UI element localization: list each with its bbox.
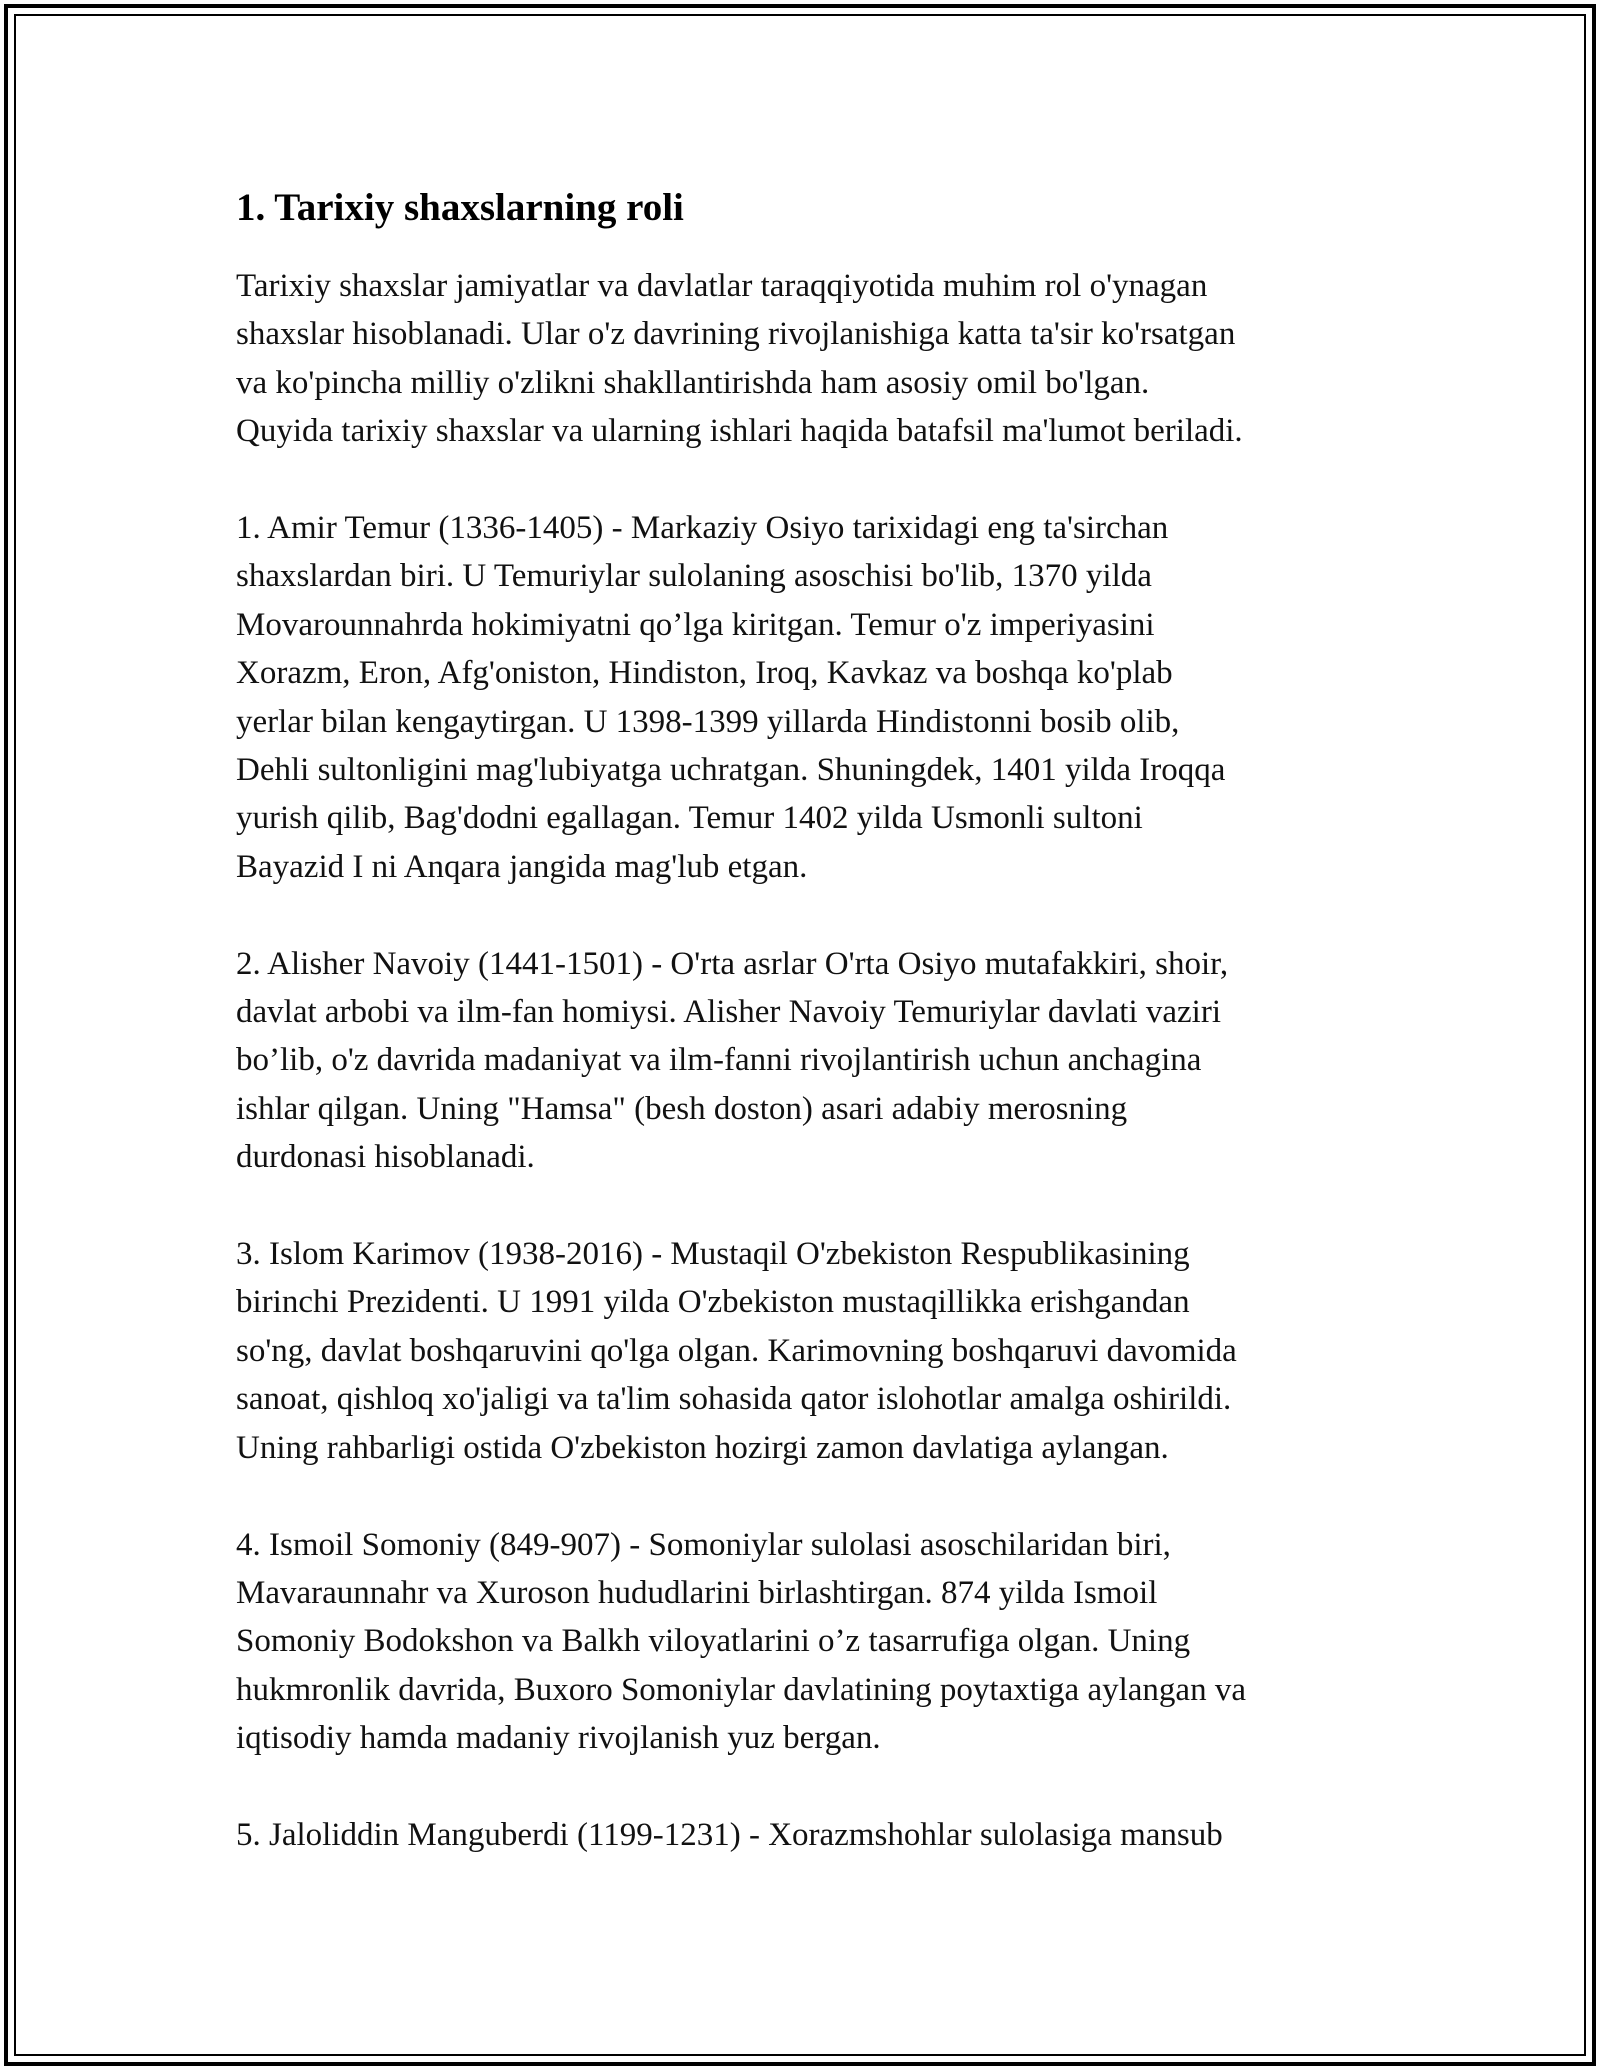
paragraph-islom-karimov: 3. Islom Karimov (1938-2016) - Mustaqil O'zbekiston Respublikasining birinchi Prezidenti. U 1991 yilda O'zbekiston mustaqillikka erishgandan so'ng, davlat boshqaruvini qo'lga olgan. Karimovning boshqaruvi davomida sanoat, qishloq xo'jaligi va ta'lim sohasida qator islohotlar amalga oshirildi. Uning rahbarligi ostida O'zbekiston hozirgi zamon davlatiga aylangan. <box>236 1236 1237 1466</box>
intro-paragraph: Tarixiy shaxslar jamiyatlar va davlatlar taraqqiyotida muhim rol o'ynagan shaxslar hisoblanadi. Ular o'z davrining rivojlanishiga katta ta'sir ko'rsatgan va ko'pincha milliy o'zlikni shakllantirishda ham asosiy omil bo'lgan. Quyida tarixiy shaxslar va ularning ishlari haqida batafsil ma'lumot beriladi. <box>236 268 1243 450</box>
document-body <box>236 184 1376 1908</box>
paragraph-alisher-navoiy: 2. Alisher Navoiy (1441-1501) - O'rta asrlar O'rta Osiyo mutafakkiri, shoir, davlat arbobi va ilm-fan homiysi. Alisher Navoiy Temuriylar davlati vaziri bo’lib, o'z davrida madaniyat va ilm-fanni rivojlantirish uchun anchagina ishlar qilgan. Uning "Hamsa" (besh doston) asari adabiy merosning durdonasi hisoblanadi. <box>236 945 1229 1176</box>
section-heading: 1. Tarixiy shaxslarning roli <box>236 186 684 229</box>
paragraph-amir-temur: 1. Amir Temur (1336-1405) - Markaziy Osiyo tarixidagi eng ta'sirchan shaxslardan biri. U Temuriylar sulolaning asoschisi bo'lib, 1370 yilda Movarounnahrda hokimiyatni qo’lga kiritgan. Temur o'z imperiyasini Xorazm, Eron, Afg'oniston, Hindiston, Iroq, Kavkaz va boshqa ko'plab yerlar bilan kengaytirgan. U 1398-1399 yillarda Hindistonni bosib olib, Dehli sultonligini mag'lubiyatga uchratgan. Shuningdek, 1401 yilda Iroqqa yurish qilib, Bag'dodni egallagan. Temur 1402 yilda Usmonli sultoni Bayazid I ni Anqara jangida mag'lub etgan. <box>236 510 1226 885</box>
paragraph-jaloliddin-manguberdi: 5. Jaloliddin Manguberdi (1199-1231) - Xorazmshohlar sulolasiga mansub <box>236 1816 1223 1853</box>
paragraph-ismoil-somoniy: 4. Ismoil Somoniy (849-907) - Somoniylar sulolasi asoschilaridan biri, Mavaraunnahr va Xuroson hududlarini birlashtirgan. 874 yilda Ismoil Somoniy Bodokshon va Balkh viloyatlarini o’z tasarrufiga olgan. Uning hukmronlik davrida, Buxoro Somoniylar davlatining poytaxtiga aylangan va iqtisodiy hamda madaniy rivojlanish yuz bergan. <box>236 1526 1246 1757</box>
